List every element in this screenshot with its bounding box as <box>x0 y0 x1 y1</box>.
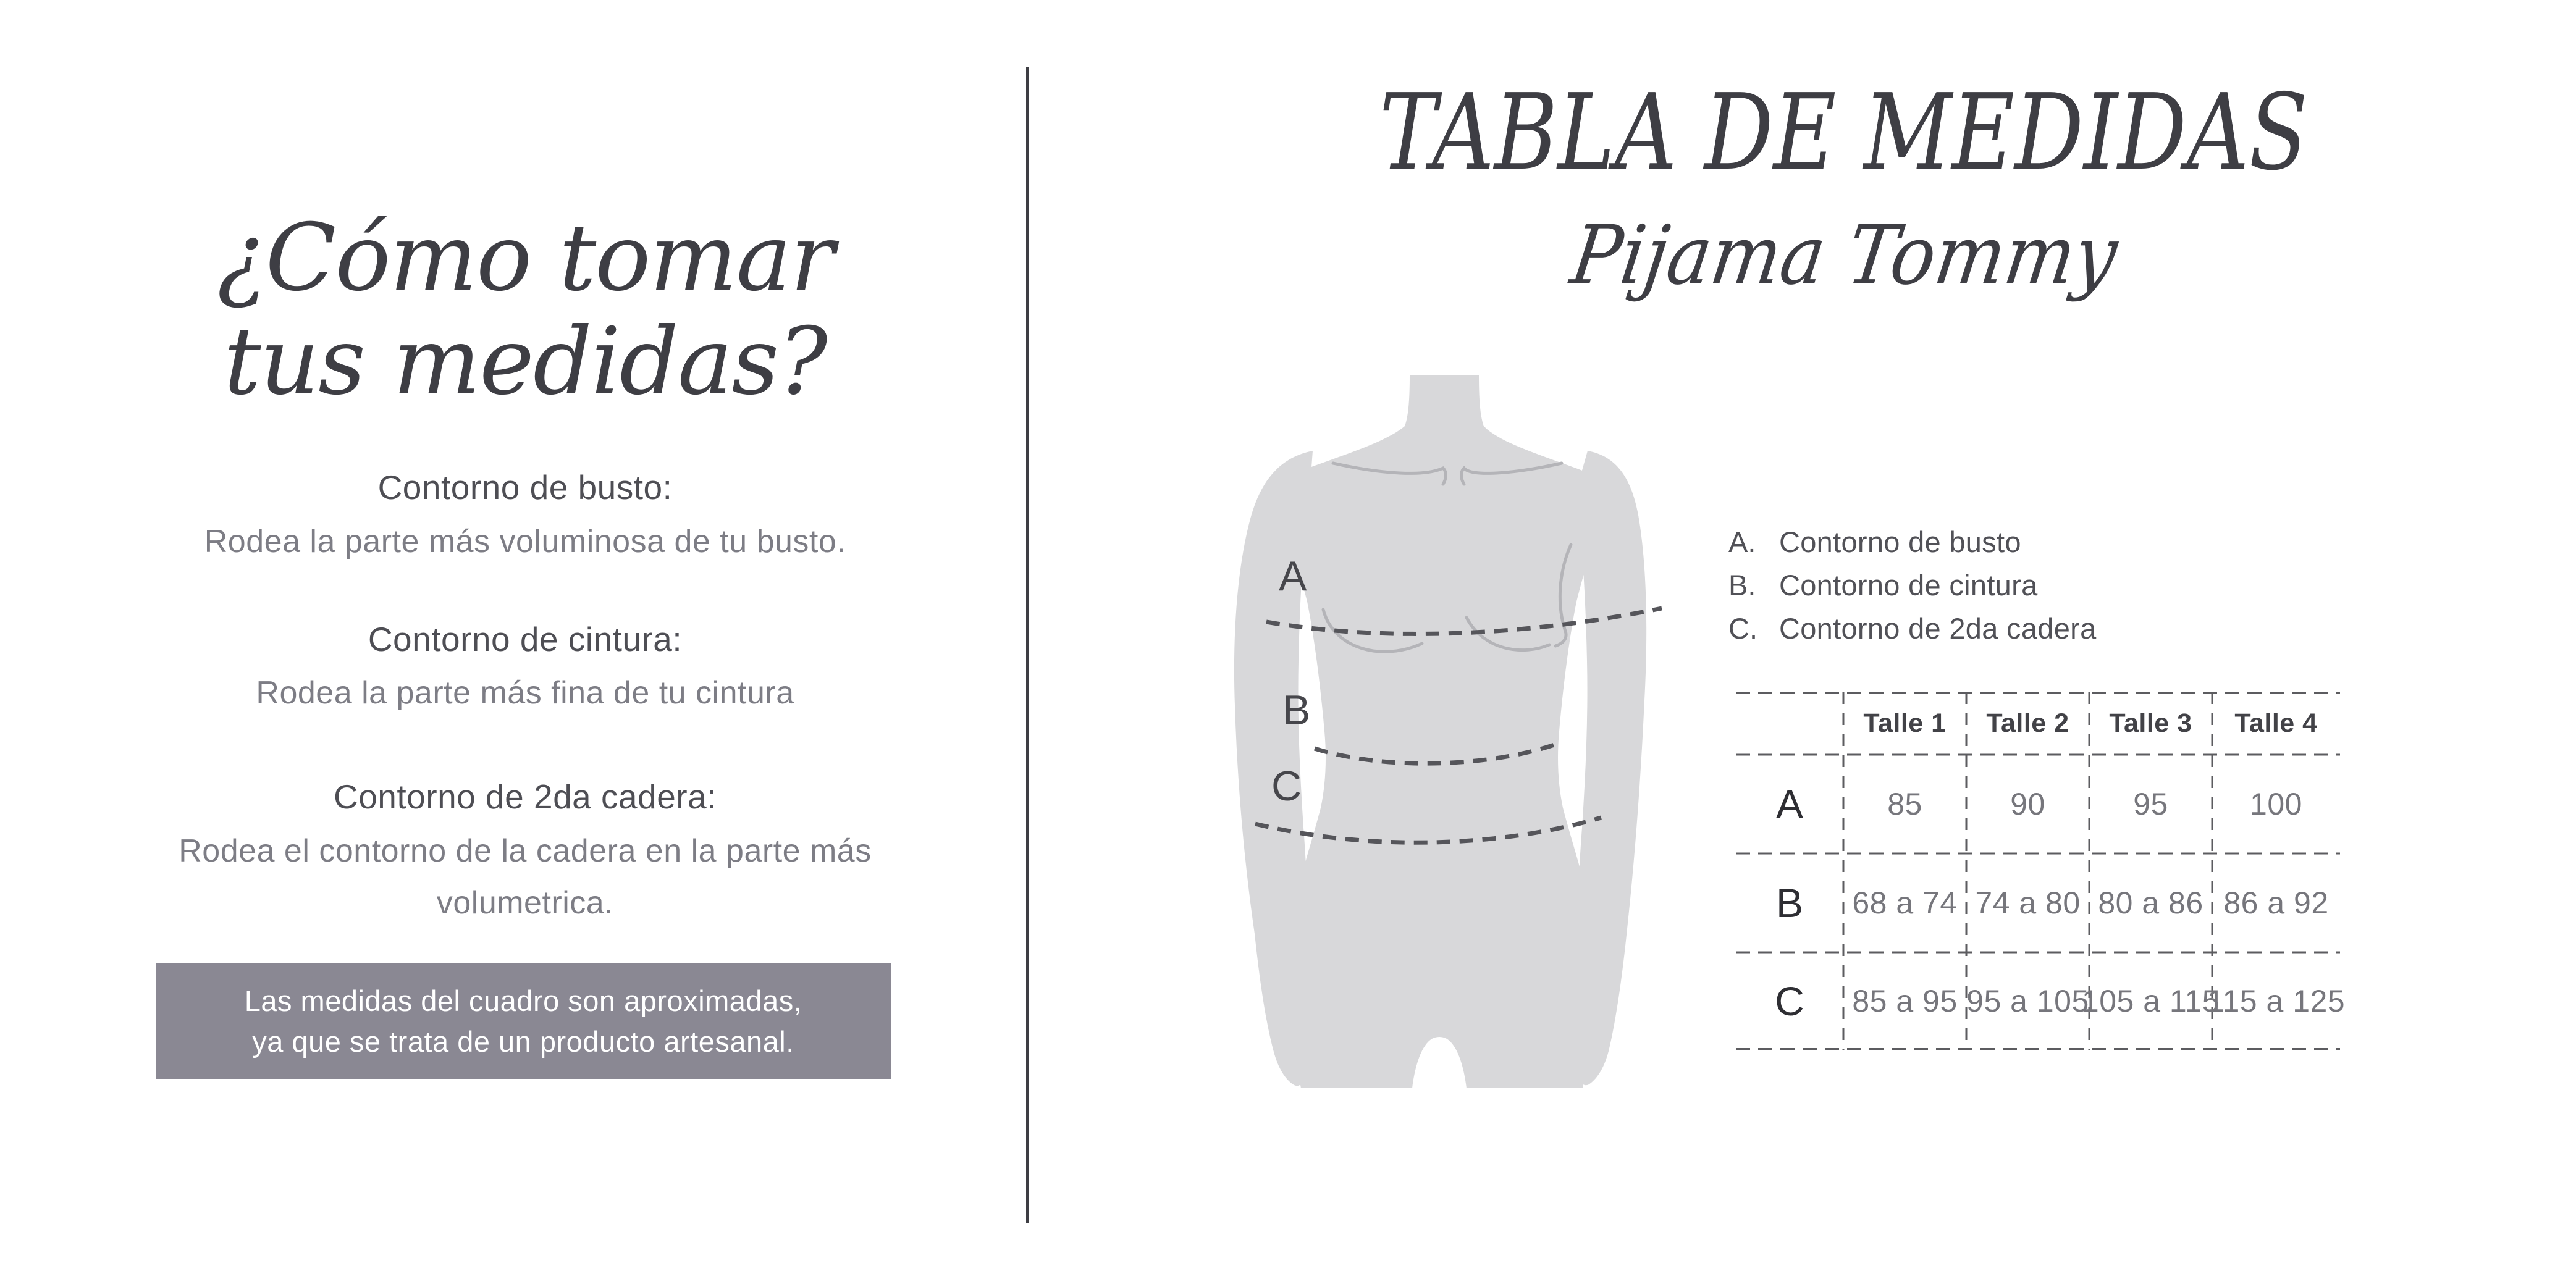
table-corner-cell <box>1736 692 1843 755</box>
approximate-measures-note <box>156 963 891 1079</box>
hip-section-heading: Contorno de 2da cadera: <box>334 778 717 816</box>
value-c-talle3: 105 a 115 <box>2081 984 2220 1018</box>
waist-section-body: Rodea la parte más fina de tu cintura <box>256 675 794 711</box>
row-label-c: C <box>1775 978 1804 1024</box>
figure-label-c: C <box>1271 763 1302 810</box>
note-line2: ya que se trata de un producto artesanal. <box>252 1025 794 1058</box>
value-c-talle1: 85 a 95 <box>1852 984 1958 1018</box>
size-table <box>1736 692 2346 1050</box>
figure-label-a: A <box>1279 553 1307 600</box>
body-silhouette-figure <box>1205 359 1680 1088</box>
col-header-talle-3: Talle 3 <box>2109 708 2192 738</box>
hip-section-body: Rodea el contorno de la cadera en la parte más volumetrica. <box>179 833 872 921</box>
note-line1: Las medidas del cuadro son aproximadas, <box>244 984 802 1017</box>
row-label-b: B <box>1775 880 1804 926</box>
value-a-talle3: 95 <box>2133 787 2168 821</box>
legend-item-bust <box>1728 520 2284 563</box>
legend-item-hip <box>1728 606 2284 650</box>
value-b-talle1: 68 a 74 <box>1852 886 1958 920</box>
product-name-subtitle: Pijama Tommy <box>1565 208 2123 303</box>
waist-section-heading: Contorno de cintura: <box>368 620 683 658</box>
how-to-measure-title-line1: ¿Cómo tomar <box>217 204 833 312</box>
legend-key-b: B. <box>1728 568 1756 602</box>
legend-key-a: A. <box>1728 525 1756 558</box>
value-a-talle4: 100 <box>2250 787 2302 821</box>
legend-label-waist: Contorno de cintura <box>1779 568 2038 602</box>
value-a-talle1: 85 <box>1887 787 1922 821</box>
legend-label-bust: Contorno de busto <box>1779 525 2021 558</box>
value-b-talle4: 86 a 92 <box>2223 886 2329 920</box>
col-header-talle-4: Talle 4 <box>2234 708 2318 738</box>
col-header-talle-1: Talle 1 <box>1863 708 1947 738</box>
how-to-measure-title-line2: tus medidas? <box>224 308 827 416</box>
value-b-talle2: 74 a 80 <box>1975 886 2081 920</box>
value-b-talle3: 80 a 86 <box>2098 886 2203 920</box>
bust-section-body: Rodea la parte más voluminosa de tu busto. <box>204 524 846 560</box>
figure-label-b: B <box>1282 687 1311 734</box>
size-chart-title: TABLA DE MEDIDAS <box>1379 72 2309 194</box>
measurement-legend <box>1728 520 2284 650</box>
value-a-talle2: 90 <box>2010 787 2045 821</box>
value-c-talle4: 115 a 125 <box>2207 984 2346 1018</box>
how-to-measure-title <box>93 206 958 414</box>
legend-item-waist <box>1728 563 2284 606</box>
bust-section-heading: Contorno de busto: <box>377 468 673 506</box>
col-header-talle-2: Talle 2 <box>1986 708 2069 738</box>
row-label-a: A <box>1775 781 1804 827</box>
legend-label-hip: Contorno de 2da cadera <box>1779 611 2097 645</box>
legend-key-c: C. <box>1728 611 1757 645</box>
torso-legs-shape <box>1280 375 1604 1088</box>
value-c-talle2: 95 a 105 <box>1966 984 2089 1018</box>
vertical-divider <box>1026 67 1029 1223</box>
right-arm-shape <box>1576 451 1647 1085</box>
